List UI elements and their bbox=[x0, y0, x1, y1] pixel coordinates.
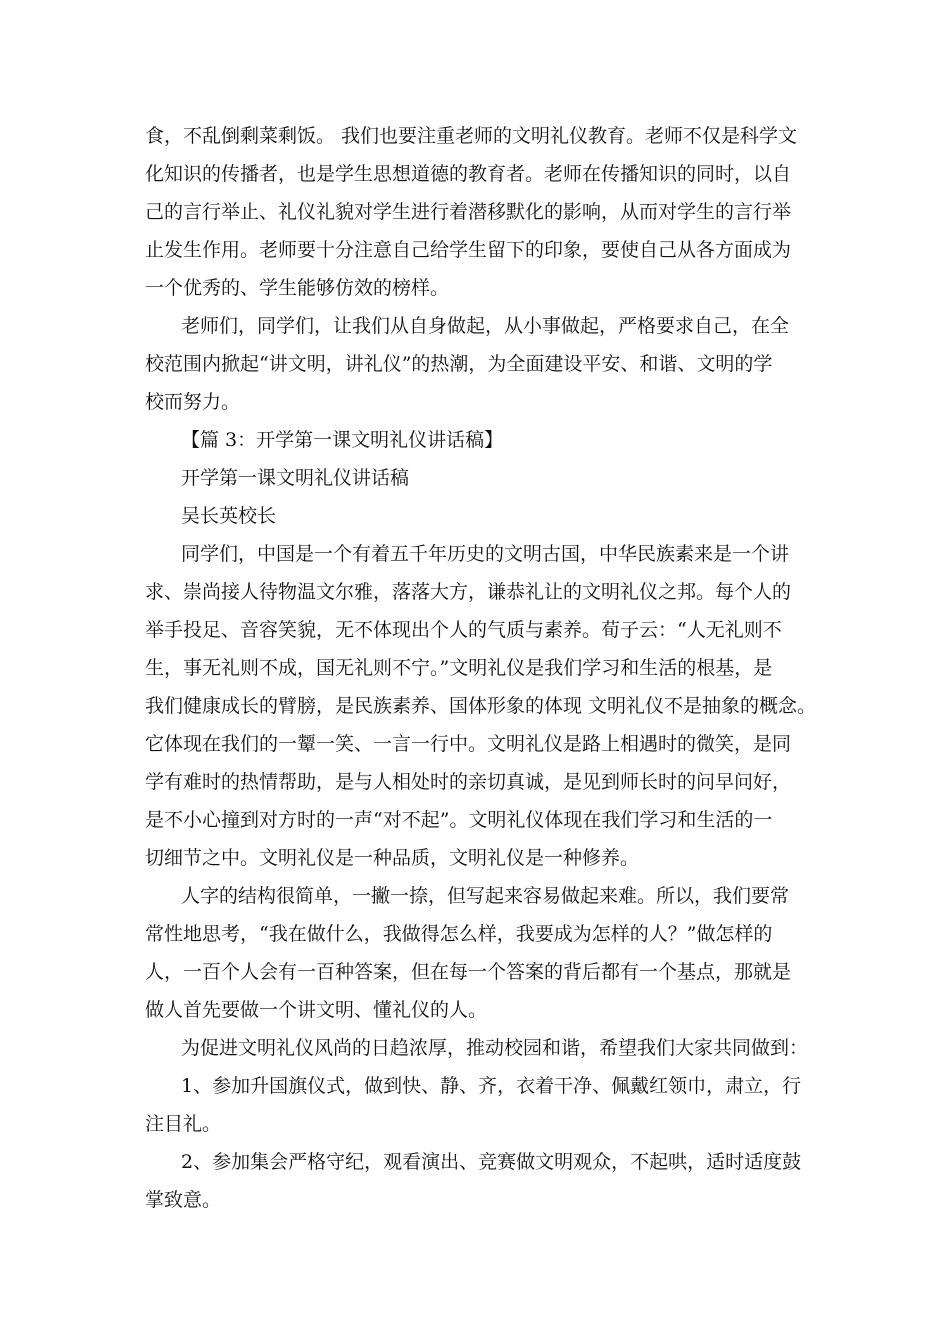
text-line: 人，一百个人会有一百种答案，但在每一个答案的背后都有一个基点，那就是 bbox=[145, 961, 792, 983]
list-item-2: 2、参加集会严格守纪，观看演出、竞赛做文明观众，不起哄，适时适度鼓 bbox=[181, 1151, 802, 1173]
section-heading: 【篇 3：开学第一课文明礼仪讲话稿】 bbox=[181, 429, 504, 451]
text-line: 生，事无礼则不成，国无礼则不宁。”文明礼仪是我们学习和生活的根基，是 bbox=[145, 657, 773, 679]
text-line: 为促进文明礼仪风尚的日趋浓厚，推动校园和谐，希望我们大家共同做到： bbox=[181, 1037, 809, 1059]
text-line: 己的言行举止、礼仪礼貌对学生进行着潜移默化的影响，从而对学生的言行举 bbox=[145, 201, 792, 223]
speech-title: 开学第一课文明礼仪讲话稿 bbox=[181, 467, 410, 489]
text-line: 做人首先要做一个讲文明、懂礼仪的人。 bbox=[145, 999, 488, 1021]
text-line: 是不小心撞到对方时的一声“对不起”。文明礼仪体现在我们学习和生活的一 bbox=[145, 809, 773, 831]
text-line: 注目礼。 bbox=[145, 1113, 222, 1135]
text-line: 一个优秀的、学生能够仿效的榜样。 bbox=[145, 277, 450, 299]
text-line: 它体现在我们的一颦一笑、一言一行中。文明礼仪是路上相遇时的微笑，是同 bbox=[145, 733, 792, 755]
text-line: 常性地思考，“我在做什么，我做得怎么样，我要成为怎样的人？”做怎样的 bbox=[145, 923, 773, 945]
text-line: 我们健康成长的臂膀，是民族素养、国体形象的体现 文明礼仪不是抽象的概念。 bbox=[145, 695, 817, 717]
text-line: 求、崇尚接人待物温文尔雅，落落大方，谦恭礼让的文明礼仪之邦。每个人的 bbox=[145, 581, 792, 603]
text-line: 校而努力。 bbox=[145, 391, 241, 413]
text-line: 学有难时的热情帮助，是与人相处时的亲切真诚，是见到师长时的问早问好， bbox=[145, 771, 792, 793]
text-line: 人字的结构很简单，一撇一捺，但写起来容易做起来难。所以，我们要常 bbox=[181, 885, 790, 907]
text-line: 同学们，中国是一个有着五千年历史的文明古国，中华民族素来是一个讲 bbox=[181, 543, 790, 565]
text-line: 校范围内掀起“讲文明，讲礼仪”的热潮，为全面建设平安、和谐、文明的学 bbox=[145, 353, 773, 375]
text-line: 食，不乱倒剩菜剩饭。 我们也要注重老师的文明礼仪教育。老师不仅是科学文 bbox=[145, 125, 798, 147]
text-line: 止发生作用。老师要十分注意自己给学生留下的印象，要使自己从各方面成为 bbox=[145, 239, 792, 261]
text-line: 化知识的传播者，也是学生思想道德的教育者。老师在传播知识的同时，以自 bbox=[145, 163, 792, 185]
text-line: 切细节之中。文明礼仪是一种品质，文明礼仪是一种修养。 bbox=[145, 847, 640, 869]
list-item-1: 1、参加升国旗仪式，做到快、静、齐，衣着干净、佩戴红领巾，肃立，行 bbox=[181, 1075, 802, 1097]
text-line: 举手投足、音容笑貌，无不体现出个人的气质与素养。荀子云：“人无礼则不 bbox=[145, 619, 782, 641]
text-line: 老师们，同学们，让我们从自身做起，从小事做起，严格要求自己，在全 bbox=[181, 315, 790, 337]
text-line: 掌致意。 bbox=[145, 1189, 222, 1211]
speaker-name: 吴长英校长 bbox=[181, 505, 277, 527]
